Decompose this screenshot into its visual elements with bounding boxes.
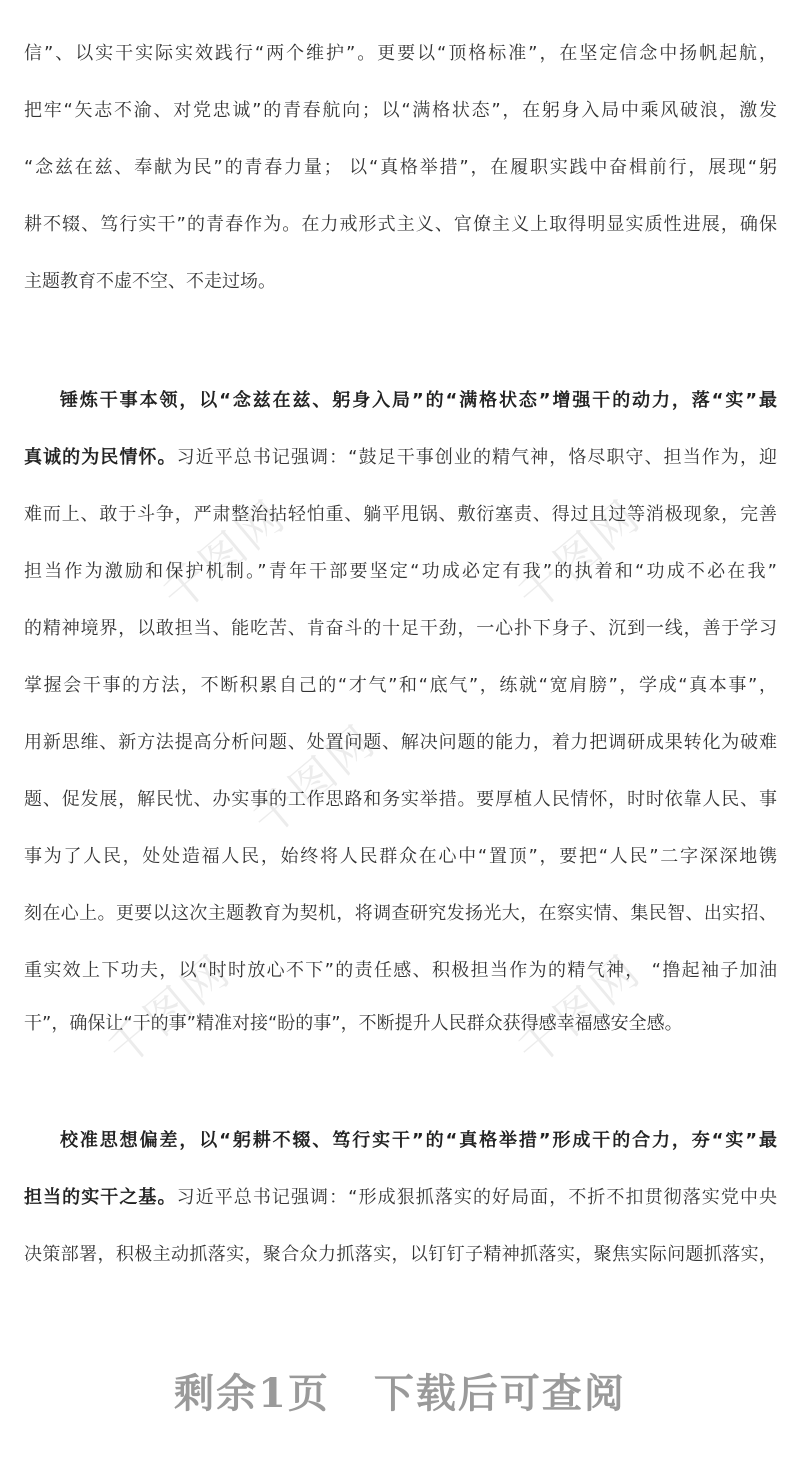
watermark: 千图网 [98,944,242,1077]
paragraph-text: 习近平总书记强调：“形成狠抓落实的好局面，不折不扣贯彻落实党中央 [176,1187,778,1208]
download-to-view-text: 下载后可查阅 [373,1370,626,1417]
paragraph-line: 的精神境界，以敢担当、能吃苦、肯奋斗的十足干劲，一心扑下身子、沉到一线，善于学习 [24,618,777,639]
section-heading-line [60,386,777,416]
paragraph-line [24,1183,777,1213]
section-heading-line [60,1126,777,1156]
paragraph-line: 耕不辍、笃行实干”的青春作为。在力戒形式主义、官僚主义上取得明显实质性进展，确保 [24,214,777,235]
section-heading: 担当的实干之基。 [24,1187,177,1208]
paragraph-line: 信”、以实干实际实效践行“两个维护”。更要以“顶格标准”，在坚定信念中扬帆起航， [24,43,777,64]
paragraph-line: 用新思维、新方法提高分析问题、处置问题、解决问题的能力，着力把调研成果转化为破难 [24,732,777,753]
paragraph-line: 决策部署，积极主动抓落实，聚合众力抓落实，以钉钉子精神抓落实，聚焦实际问题抓落实， [24,1244,777,1265]
paragraph-line: 掌握会干事的方法，不断积累自己的“才气”和“底气”，练就“宽肩膀”，学成“真本事”， [24,675,777,696]
download-prompt[interactable] [0,1362,800,1419]
remaining-pages-text: 剩余1页 [174,1370,330,1417]
paragraph-text: 习近平总书记强调：“鼓足干事创业的精气神，恪尽职守、担当作为，迎 [176,447,778,468]
section-heading: 锤炼干事本领，以“念兹在兹、躬身入局”的“满格状态”增强干的动力，落“实”最 [60,390,777,411]
paragraph-line: 题、促发展，解民忧、办实事的工作思路和务实举措。要厚植人民情怀，时时依靠人民、事 [24,789,777,810]
paragraph-line: 重实效上下功夫，以“时时放心不下”的责任感、积极担当作为的精气神， “撸起袖子加油 [24,960,777,981]
paragraph-line: 把牢“矢志不渝、对党忠诚”的青春航向；以“满格状态”，在躬身入局中乘风破浪，激发 [24,100,777,121]
watermark: 千图网 [508,944,652,1077]
paragraph-line: “念兹在兹、奉献为民”的青春力量； 以“真格举措”，在履职实践中奋楫前行，展现“躬 [24,157,777,178]
paragraph-line: 干”，确保让“干的事”精准对接“盼的事”，不断提升人民群众获得感幸福感安全感。 [24,1013,683,1034]
watermark: 千图网 [153,489,297,622]
paragraph-line: 主题教育不虚不空、不走过场。 [24,271,276,292]
paragraph-line: 担当作为激励和保护机制。”青年干部要坚定“功成必定有我”的执着和“功成不必在我” [24,561,777,582]
watermark: 千图网 [508,489,652,622]
paragraph-line: 难而上、敢于斗争，严肃整治拈轻怕重、躺平甩锅、敷衍塞责、得过且过等消极现象，完善 [24,504,777,525]
paragraph-line: 刻在心上。更要以这次主题教育为契机，将调查研究发扬光大，在察实情、集民智、出实招、 [24,903,777,924]
section-heading: 真诚的为民情怀。 [24,447,177,468]
section-heading: 校准思想偏差，以“躬耕不辍、笃行实干”的“真格举措”形成干的合力，夯“实”最 [60,1130,777,1151]
paragraph-line: 事为了人民，处处造福人民，始终将人民群众在心中“置顶”，要把“人民”二字深深地镌 [24,846,777,867]
watermark: 千图网 [243,714,387,847]
paragraph-line [24,443,777,473]
